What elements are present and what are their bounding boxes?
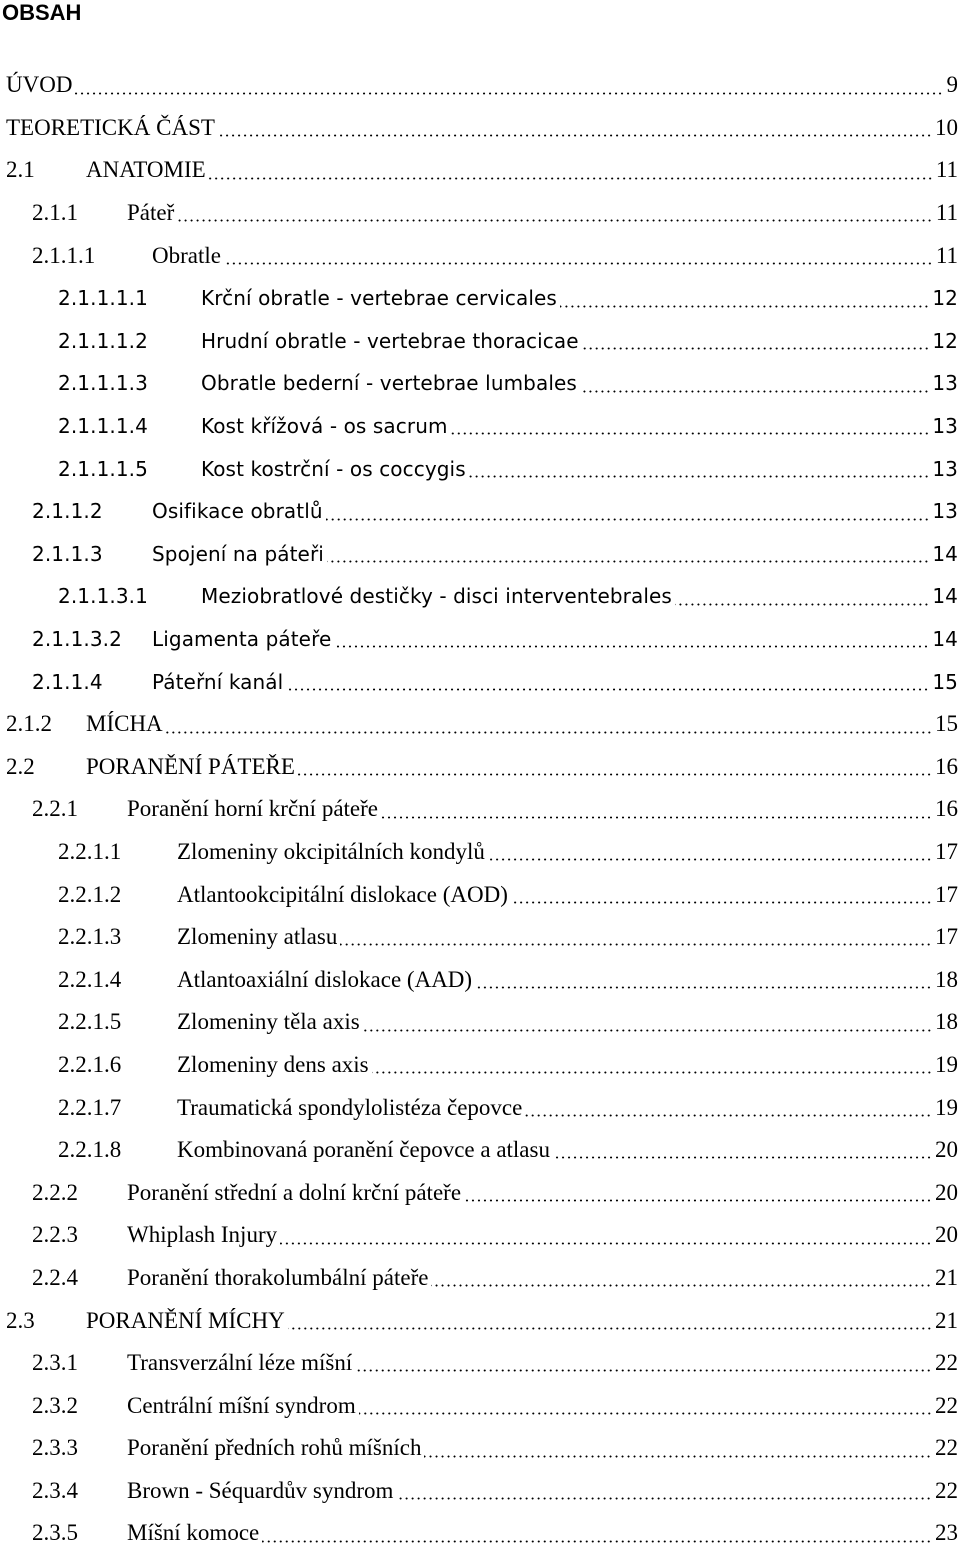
toc-entry-page-number: 15 — [932, 670, 960, 694]
toc-entry[interactable] — [0, 916, 960, 959]
toc-entry-label: Hrudní obratle - vertebrae thoracicae — [201, 329, 579, 353]
toc-entry-number: 2.2.1.8 — [58, 1137, 177, 1163]
toc-entry[interactable] — [0, 575, 960, 618]
toc-entry-label: Kombinovaná poranění čepovce a atlasu — [177, 1137, 550, 1163]
toc-entry-page-number: 18 — [935, 1009, 960, 1035]
toc-entry-label: Traumatická spondylolistéza čepovce — [177, 1095, 522, 1121]
toc-entry-label: ÚVOD — [6, 72, 72, 98]
toc-entry-page-number: 18 — [935, 967, 960, 993]
dot-leader — [372, 1051, 932, 1074]
toc-entry[interactable] — [0, 1470, 960, 1513]
toc-entry-number: 2.3.2 — [32, 1393, 127, 1419]
toc-entry-number: 2.3.3 — [32, 1435, 127, 1461]
toc-entry[interactable] — [0, 533, 960, 576]
toc-entry-page-number: 17 — [935, 924, 960, 950]
toc-entry-number: 2.1.1.4 — [32, 670, 152, 694]
dot-leader — [675, 586, 929, 606]
toc-entry[interactable] — [0, 1299, 960, 1342]
toc-entry-page-number: 22 — [935, 1478, 960, 1504]
toc-entry-label: MÍCHA — [86, 711, 163, 737]
toc-entry-number: 2.1.1.1 — [32, 243, 152, 269]
toc-entry-page-number: 14 — [932, 542, 960, 566]
dot-leader — [326, 501, 930, 521]
toc-entry-label: Zlomeniny okcipitálních kondylů — [177, 839, 485, 865]
dot-leader — [553, 1136, 932, 1159]
toc-entry-number: 2.1.1.3 — [32, 542, 152, 566]
dot-leader — [327, 543, 929, 563]
toc-entry-label: Obratle — [152, 243, 221, 269]
toc-entry-number: 2.3.1 — [32, 1350, 127, 1376]
dot-leader — [355, 1349, 932, 1372]
toc-entry-number: 2.3.4 — [32, 1478, 127, 1504]
toc-entry-page-number: 14 — [932, 584, 960, 608]
toc-entry[interactable] — [0, 618, 960, 661]
toc-entry[interactable] — [0, 490, 960, 533]
toc-entry-number: 2.2.4 — [32, 1265, 127, 1291]
dot-leader — [469, 458, 930, 478]
toc-entry[interactable] — [0, 660, 960, 703]
toc-entry[interactable] — [0, 1129, 960, 1172]
dot-leader — [166, 711, 932, 734]
dot-leader — [560, 288, 929, 308]
dot-leader — [451, 415, 930, 435]
toc-entry-page-number: 20 — [935, 1222, 960, 1248]
toc-entry-number: 2.2.1.7 — [58, 1095, 177, 1121]
toc-entry-page-number: 19 — [935, 1052, 960, 1078]
toc-entry-number: 2.1.1.3.2 — [32, 627, 152, 651]
toc-entry-number: 2.1.1.1.2 — [58, 329, 201, 353]
toc-entry-label: Atlantoaxiální dislokace (AAD) — [177, 967, 472, 993]
toc-entry[interactable] — [0, 447, 960, 490]
toc-entry[interactable] — [0, 1044, 960, 1087]
toc-entry-label: Míšní komoce — [127, 1520, 259, 1546]
toc-entry-page-number: 13 — [932, 371, 960, 395]
toc-entry-page-number: 22 — [935, 1350, 960, 1376]
toc-entry-number: 2.2.1.4 — [58, 967, 177, 993]
dot-leader — [511, 881, 932, 904]
dot-leader — [280, 1222, 932, 1245]
toc-entry-page-number: 11 — [936, 243, 960, 269]
dot-leader — [381, 796, 932, 819]
toc-entry-page-number: 17 — [935, 882, 960, 908]
toc-entry-page-number: 11 — [936, 157, 960, 183]
dot-leader — [525, 1094, 932, 1117]
toc-entry-label: Poranění horní krční páteře — [127, 796, 378, 822]
toc-entry[interactable] — [0, 703, 960, 746]
toc-entry-label: Whiplash Injury — [127, 1222, 277, 1248]
toc-entry-number: 2.1.1.1.4 — [58, 414, 201, 438]
toc-entry-label: Obratle bederní - vertebrae lumbales — [201, 371, 577, 395]
toc-entry-page-number: 23 — [935, 1520, 960, 1546]
toc-entry-label: Páteřní kanál — [152, 670, 283, 694]
toc-entry-number: 2.1.1.1.1 — [58, 286, 201, 310]
toc-entry-page-number: 22 — [935, 1435, 960, 1461]
toc-entry[interactable] — [0, 788, 960, 831]
dot-leader — [363, 1009, 932, 1032]
toc-entry-number: 2.1.1.1.5 — [58, 457, 201, 481]
toc-entry-label: Krční obratle - vertebrae cervicales — [201, 286, 557, 310]
dot-leader — [209, 157, 933, 180]
toc-entry-page-number: 21 — [935, 1308, 960, 1334]
dot-leader — [424, 1435, 932, 1458]
table-of-contents — [0, 64, 960, 1555]
toc-entry-page-number: 16 — [935, 754, 960, 780]
dot-leader — [464, 1179, 932, 1202]
toc-entry-number: 2.2.1.2 — [58, 882, 177, 908]
dot-leader — [298, 753, 932, 776]
toc-entry-page-number: 21 — [935, 1265, 960, 1291]
toc-entry-label: TEORETICKÁ ČÁST — [6, 115, 215, 141]
toc-entry-number: 2.3.5 — [32, 1520, 127, 1546]
toc-entry[interactable] — [0, 1214, 960, 1257]
dot-leader — [334, 628, 929, 648]
toc-entry-page-number: 13 — [932, 457, 960, 481]
toc-entry-number: 2.2.1 — [32, 796, 127, 822]
toc-entry-number: 2.1.1.3.1 — [58, 584, 201, 608]
toc-entry-number: 2.2.1.6 — [58, 1052, 177, 1078]
toc-entry-page-number: 15 — [935, 711, 960, 737]
toc-entry[interactable] — [0, 107, 960, 150]
toc-entry-number: 2.2.3 — [32, 1222, 127, 1248]
toc-entry[interactable] — [0, 192, 960, 235]
dot-leader — [396, 1477, 932, 1500]
toc-entry[interactable] — [0, 1512, 960, 1555]
toc-entry-number: 2.1.1.1.3 — [58, 371, 201, 395]
toc-entry-label: Poranění thorakolumbální páteře — [127, 1265, 428, 1291]
toc-entry[interactable] — [0, 64, 960, 107]
toc-entry-page-number: 16 — [935, 796, 960, 822]
dot-leader — [262, 1520, 932, 1543]
toc-entry[interactable] — [0, 958, 960, 1001]
dot-leader — [488, 838, 932, 861]
toc-entry-label: Kost křížová - os sacrum — [201, 414, 448, 438]
toc-entry-label: Spojení na páteři — [152, 542, 324, 566]
toc-entry-number: 2.3 — [6, 1308, 86, 1334]
dot-leader — [431, 1264, 932, 1287]
dot-leader — [582, 330, 930, 350]
toc-entry[interactable] — [0, 1086, 960, 1129]
toc-entry-label: Zlomeniny těla axis — [177, 1009, 360, 1035]
toc-entry[interactable] — [0, 1427, 960, 1470]
dot-leader — [286, 671, 929, 691]
toc-entry[interactable] — [0, 1257, 960, 1300]
toc-entry-label: PORANĚNÍ MÍCHY — [86, 1308, 285, 1334]
toc-entry-number: 2.2.2 — [32, 1180, 127, 1206]
toc-entry-page-number: 13 — [932, 499, 960, 523]
toc-entry-number: 2.2.1.1 — [58, 839, 177, 865]
toc-entry-page-number: 17 — [935, 839, 960, 865]
toc-entry-label: PORANĚNÍ PÁTEŘE — [86, 754, 295, 780]
toc-entry-page-number: 14 — [932, 627, 960, 651]
toc-entry-label: Poranění střední a dolní krční páteře — [127, 1180, 461, 1206]
toc-entry-label: Centrální míšní syndrom — [127, 1393, 356, 1419]
toc-entry[interactable] — [0, 320, 960, 363]
toc-entry-label: Kost kostrční - os coccygis — [201, 457, 466, 481]
toc-entry-number: 2.2.1.5 — [58, 1009, 177, 1035]
toc-entry-number: 2.1.2 — [6, 711, 86, 737]
dot-leader — [580, 373, 929, 393]
toc-entry-page-number: 9 — [947, 72, 960, 98]
toc-entry-label: Brown - Séquardův syndrom — [127, 1478, 393, 1504]
toc-entry-page-number: 12 — [932, 286, 960, 310]
toc-entry-label: Poranění předních rohů míšních — [127, 1435, 421, 1461]
toc-entry[interactable] — [0, 149, 960, 192]
toc-entry-label: Páteř — [127, 200, 174, 226]
dot-leader — [359, 1392, 932, 1415]
toc-entry-page-number: 20 — [935, 1137, 960, 1163]
toc-entry-page-number: 22 — [935, 1393, 960, 1419]
toc-entry-label: Meziobratlové destičky - disci interventebrales — [201, 584, 672, 608]
toc-entry-label: ANATOMIE — [86, 157, 206, 183]
toc-entry[interactable] — [0, 362, 960, 405]
toc-entry-page-number: 19 — [935, 1095, 960, 1121]
toc-entry-label: Zlomeniny atlasu — [177, 924, 337, 950]
toc-entry[interactable] — [0, 1001, 960, 1044]
toc-entry-label: Transverzální léze míšní — [127, 1350, 352, 1376]
toc-entry-page-number: 20 — [935, 1180, 960, 1206]
toc-entry-page-number: 11 — [936, 200, 960, 226]
toc-title: OBSAH — [2, 0, 81, 26]
toc-entry-number: 2.1 — [6, 157, 86, 183]
toc-entry[interactable] — [0, 1384, 960, 1427]
toc-entry[interactable] — [0, 746, 960, 789]
toc-entry[interactable] — [0, 873, 960, 916]
dot-leader — [475, 966, 932, 989]
toc-entry-number: 2.1.1 — [32, 200, 127, 226]
toc-entry[interactable] — [0, 1342, 960, 1385]
dot-leader — [224, 242, 933, 265]
toc-entry[interactable] — [0, 277, 960, 320]
toc-entry-number: 2.2.1.3 — [58, 924, 177, 950]
dot-leader — [218, 114, 932, 137]
toc-entry-label: Osifikace obratlů — [152, 499, 323, 523]
dot-leader — [177, 199, 933, 222]
toc-entry[interactable] — [0, 831, 960, 874]
toc-entry-label: Zlomeniny dens axis — [177, 1052, 369, 1078]
toc-entry-label: Ligamenta páteře — [152, 627, 331, 651]
toc-entry-number: 2.2 — [6, 754, 86, 780]
toc-entry-label: Atlantookcipitální dislokace (AOD) — [177, 882, 508, 908]
toc-entry[interactable] — [0, 405, 960, 448]
toc-entry[interactable] — [0, 1171, 960, 1214]
toc-entry-number: 2.1.1.2 — [32, 499, 152, 523]
toc-entry-page-number: 13 — [932, 414, 960, 438]
dot-leader — [340, 923, 932, 946]
toc-entry-page-number: 12 — [932, 329, 960, 353]
dot-leader — [75, 72, 943, 95]
dot-leader — [288, 1307, 932, 1330]
toc-entry-page-number: 10 — [935, 115, 960, 141]
toc-entry[interactable] — [0, 234, 960, 277]
